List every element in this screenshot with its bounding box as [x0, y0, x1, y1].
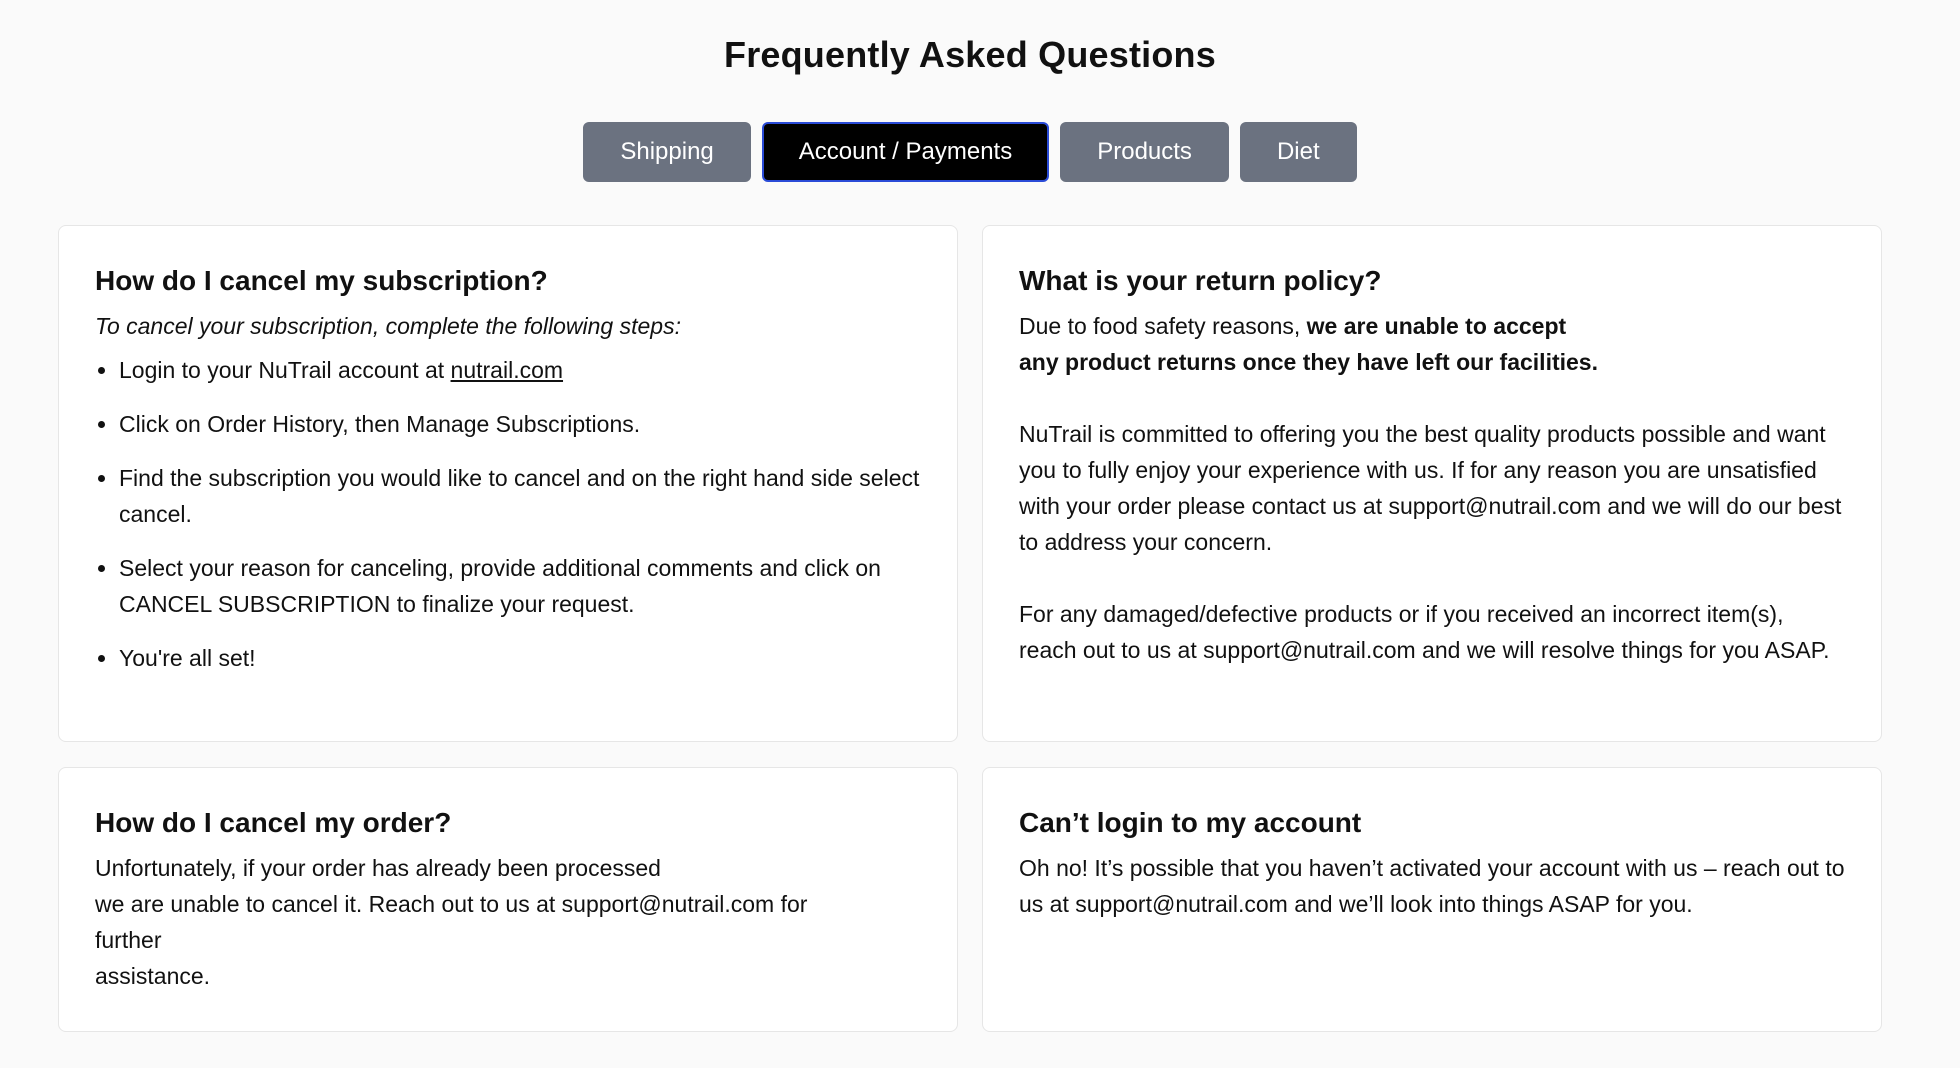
faq-answer-line: further — [95, 926, 162, 953]
faq-answer-paragraph: For any damaged/defective products or if you received an incorrect item(s), reach out to us at support@nutrail.com and we will resolve things for you ASAP. — [1019, 600, 1830, 663]
tab-diet[interactable]: Diet — [1240, 122, 1357, 182]
faq-question: How do I cancel my order? — [95, 807, 452, 838]
step-text: Login to your NuTrail account at — [119, 356, 451, 383]
faq-answer-paragraph — [1019, 308, 1845, 380]
faq-card-return-policy — [982, 225, 1882, 742]
faq-answer-line: Unfortunately, if your order has already been processed — [95, 854, 661, 881]
list-item: • Find the subscription you would like to cancel and on the right hand side select cancel. — [119, 460, 921, 532]
answer-text: Due to food safety reasons, — [1019, 312, 1307, 339]
list-item: • Select your reason for canceling, provide additional comments and click on CANCEL SUBSCRIPTION to finalize your request. — [119, 550, 921, 622]
faq-card-cant-login — [982, 767, 1882, 1032]
faq-answer-paragraph: Oh no! It’s possible that you haven’t activated your account with us – reach out to us at support@nutrail.com and we’ll look into things ASAP for you. — [1019, 854, 1845, 917]
list-item: • You're all set! — [119, 640, 921, 676]
faq-intro: To cancel your subscription, complete the following steps: — [95, 312, 681, 339]
faq-category-tabs — [0, 122, 1940, 182]
page-title: Frequently Asked Questions — [724, 34, 1216, 75]
tab-shipping[interactable]: Shipping — [583, 122, 750, 182]
faq-question: How do I cancel my subscription? — [95, 265, 548, 296]
faq-question: Can’t login to my account — [1019, 807, 1362, 838]
nutrail-link[interactable]: nutrail.com — [450, 356, 564, 383]
faq-card-cancel-subscription — [58, 225, 958, 742]
faq-answer-line: assistance. — [95, 962, 211, 989]
faq-answer-paragraph: NuTrail is committed to offering you the best quality products possible and want you to fully enjoy your experience with us. If for any reason you are unsatisfied with your order please contact us at support@nutrail.com and we will do our best to address your concern. — [1019, 420, 1842, 555]
steps-list — [95, 352, 921, 676]
answer-bold-text: any product returns once they have left our facilities. — [1019, 348, 1598, 375]
faq-card-cancel-order — [58, 767, 958, 1032]
faq-question: What is your return policy? — [1019, 265, 1382, 296]
tab-products[interactable]: Products — [1060, 122, 1229, 182]
answer-bold-text: we are unable to accept — [1306, 312, 1567, 339]
list-item — [119, 352, 921, 388]
list-item: • Click on Order History, then Manage Subscriptions. — [119, 406, 921, 442]
faq-answer-line: we are unable to cancel it. Reach out to us at support@nutrail.com for — [95, 890, 808, 917]
tab-account-payments[interactable]: Account / Payments — [762, 122, 1049, 182]
